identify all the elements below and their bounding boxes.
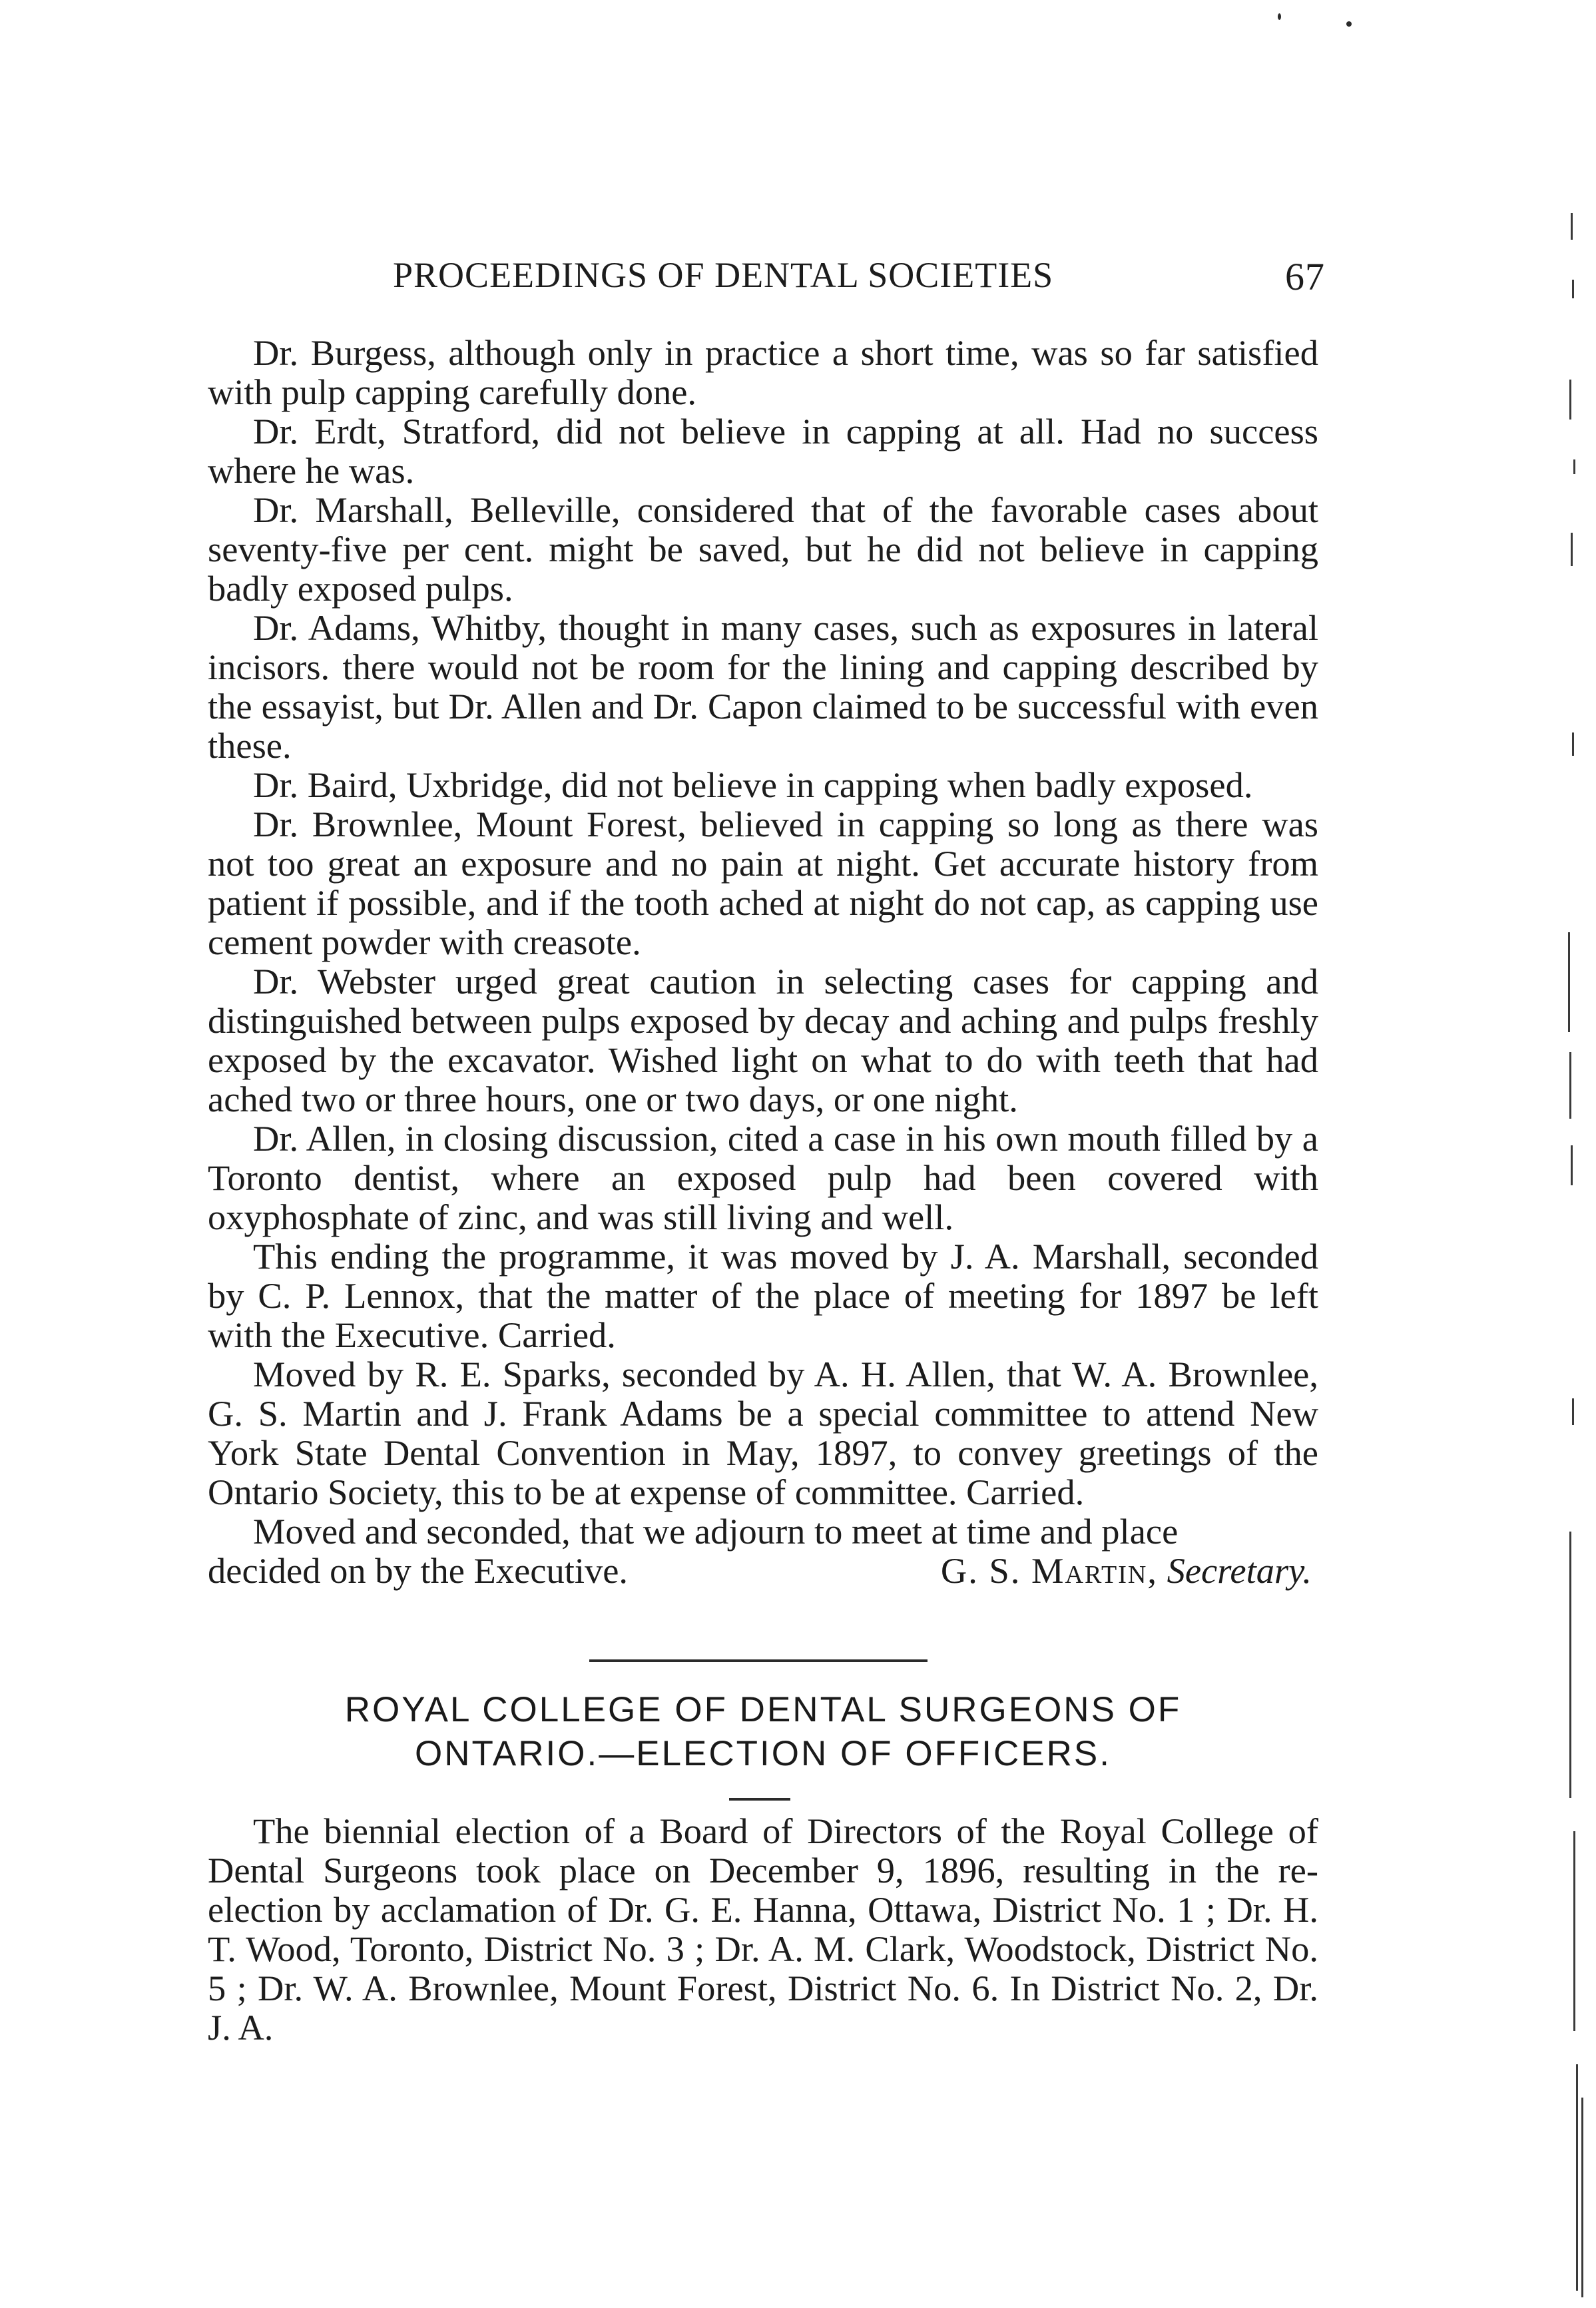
proceedings-text [208, 333, 1318, 1590]
paragraph-committee-motion: Moved by R. E. Sparks, seconded by A. H. Allen, that W. A. Brownlee, G. S. Martin and J. Frank Adams be a special committee to attend New York State Dental Convention in May, 1897, to convey greetings of the Ontario Society, this to be at expense of committee. Carried. [208, 1354, 1318, 1512]
section-heading-line-1: ROYAL COLLEGE OF DENTAL SURGEONS OF [344, 1690, 1182, 1729]
page-number: 67 [1285, 255, 1325, 298]
scan-margin-artifacts [1556, 0, 1596, 2308]
paragraph-burgess: Dr. Burgess, although only in practice a short time, was so far satisfied with pulp capping carefully done. [208, 332, 1318, 412]
paragraph-allen: Dr. Allen, in closing discussion, cited a case in his own mouth filled by a Toronto dentist, where an exposed pulp had been covered with oxyphosphate of zinc, and was still living and well. [208, 1118, 1318, 1237]
scan-speck [1278, 13, 1281, 20]
section-heading [208, 1688, 1318, 1776]
paragraph-marshall: Dr. Marshall, Belleville, considered that of the favorable cases about seventy-five per cent. might be saved, but he did not believe in capping badly exposed pulps. [208, 489, 1318, 609]
closing-signature-line [208, 1551, 1318, 1590]
paragraph-baird: Dr. Baird, Uxbridge, did not believe in capping when badly exposed. [253, 764, 1253, 805]
paragraph-erdt: Dr. Erdt, Stratford, did not believe in capping at all. Had no success where he was. [208, 411, 1318, 491]
section-heading-line-2: ONTARIO.—ELECTION OF OFFICERS. [414, 1734, 1112, 1773]
paragraph-adjourn-motion: Moved and seconded, that we adjourn to meet at time and place [253, 1511, 1179, 1552]
scan-speck [1346, 21, 1352, 27]
running-header-title: PROCEEDINGS OF DENTAL SOCIETIES [393, 255, 1054, 295]
running-header [393, 254, 1325, 308]
heading-underline-rule [729, 1798, 790, 1801]
paragraph-brownlee: Dr. Brownlee, Mount Forest, believed in capping so long as there was not too great an exposure and no pain at night. Get accurate history from patient if possible, and if the tooth ached at night do not cap, as capping use cement powder with creasote. [208, 804, 1318, 962]
election-text [208, 1811, 1318, 2047]
paragraph-webster: Dr. Webster urged great caution in selecting cases for capping and distinguished between pulps exposed by decay and aching and pulps freshly exposed by the excavator. Wished light on what to do with teeth that had ached two or three hours, one or two days, or one night. [208, 961, 1318, 1119]
signature [941, 1551, 1318, 1590]
paragraph-adams: Dr. Adams, Whitby, thought in many cases, such as exposures in lateral incisors. there would not be room for the lining and capping described by the essayist, but Dr. Allen and Dr. Capon claimed to be successful with even these. [208, 607, 1318, 766]
paragraph-election: The biennial election of a Board of Directors of the Royal College of Dental Surgeons took place on December 9, 1896, resulting in the re-election by acclamation of Dr. G. E. Hanna, Ottawa, District No. 1 ; Dr. H. T. Wood, Toronto, District No. 3 ; Dr. A. M. Clark, Woodstock, District No. 5 ; Dr. W. A. Brownlee, Mount Forest, District No. 6. In District No. 2, Dr. J. A. [208, 1811, 1318, 2048]
paragraph-programme-motion: This ending the programme, it was moved by J. A. Marshall, seconded by C. P. Lennox, that the matter of the place of meeting for 1897 be left with the Executive. Carried. [208, 1236, 1318, 1355]
closing-line: decided on by the Executive. [208, 1550, 629, 1591]
signature-name: G. S. Martin, [940, 1550, 1158, 1591]
section-divider-rule [589, 1659, 928, 1662]
signature-title: Secretary. [1167, 1550, 1312, 1591]
